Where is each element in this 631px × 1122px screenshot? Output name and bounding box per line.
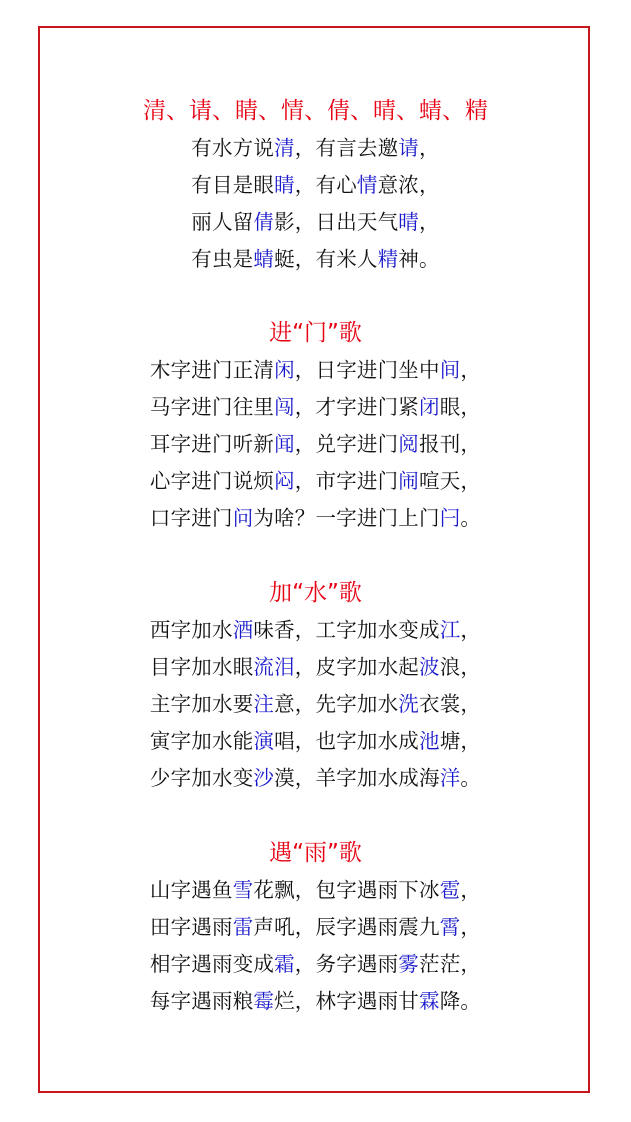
highlighted-character: 演 xyxy=(253,729,275,753)
highlighted-character: 雷 xyxy=(232,915,254,939)
poem-line xyxy=(0,463,631,500)
line-text: ， xyxy=(419,136,440,160)
poem-section xyxy=(0,318,631,537)
highlighted-character: 江 xyxy=(439,618,461,642)
highlighted-character: 注 xyxy=(253,692,275,716)
highlighted-character: 清 xyxy=(274,136,295,160)
line-text: 有水方说 xyxy=(191,136,275,160)
highlighted-character: 睛 xyxy=(274,173,295,197)
line-text: ， xyxy=(460,878,482,902)
line-text: 声吼，辰字遇雨震九 xyxy=(253,915,440,939)
highlighted-character: 霄 xyxy=(439,915,461,939)
highlighted-character: 雹 xyxy=(439,878,461,902)
highlighted-character: 沙 xyxy=(253,766,275,790)
line-text: 。 xyxy=(460,766,482,790)
highlighted-character: 情 xyxy=(356,173,378,197)
highlighted-character: 闲 xyxy=(274,358,295,382)
line-text: 眼， xyxy=(439,395,482,419)
line-text: 味香，工字加水变成 xyxy=(253,618,440,642)
highlighted-character: 流泪 xyxy=(253,655,295,679)
highlighted-character: 酒 xyxy=(232,618,254,642)
line-text: 。 xyxy=(460,506,482,530)
line-text: ，兑字进门 xyxy=(294,432,399,456)
poem-line xyxy=(0,352,631,389)
highlighted-character: 问 xyxy=(232,506,254,530)
line-text: 降。 xyxy=(439,989,482,1013)
line-text: ，才字进门紧 xyxy=(294,395,419,419)
line-text: 木字进门正清 xyxy=(149,358,275,382)
poem-line xyxy=(0,500,631,537)
highlighted-character: 雪 xyxy=(232,878,254,902)
poem-title: 进“门”歌 xyxy=(269,320,362,346)
line-text: 意，先字加水 xyxy=(274,692,399,716)
line-text: ，市字进门 xyxy=(294,469,399,493)
highlighted-character: 精 xyxy=(377,247,399,271)
poem-line xyxy=(0,167,631,204)
poem-line xyxy=(0,686,631,723)
poem-line xyxy=(0,130,631,167)
highlighted-character: 霜 xyxy=(274,952,295,976)
highlighted-character: 阅 xyxy=(398,432,419,456)
highlighted-character: 霉 xyxy=(253,989,275,1013)
line-text: ， xyxy=(460,618,482,642)
highlighted-character: 晴 xyxy=(398,210,419,234)
line-text: 意浓， xyxy=(377,173,440,197)
highlighted-character: 波 xyxy=(419,655,440,679)
line-text: 田字遇雨 xyxy=(149,915,233,939)
poem-section xyxy=(0,838,631,1020)
line-text: 寅字加水能 xyxy=(149,729,254,753)
line-text: 浪， xyxy=(439,655,482,679)
line-text: 主字加水要 xyxy=(149,692,254,716)
line-text: 马字进门往里 xyxy=(149,395,275,419)
highlighted-character: 雾 xyxy=(398,952,419,976)
poem-line xyxy=(0,649,631,686)
highlighted-character: 间 xyxy=(439,358,461,382)
highlighted-character: 闭 xyxy=(419,395,440,419)
poem-line xyxy=(0,426,631,463)
line-text: ，有言去邀 xyxy=(294,136,399,160)
poem-line xyxy=(0,723,631,760)
poem-line xyxy=(0,204,631,241)
poem-title: 遇“雨”歌 xyxy=(269,840,362,866)
poem-line xyxy=(0,872,631,909)
line-text: 茫茫， xyxy=(419,952,482,976)
highlighted-character: 洗 xyxy=(398,692,419,716)
highlighted-character: 闷 xyxy=(274,469,295,493)
highlighted-character: 请 xyxy=(398,136,419,160)
poem-line xyxy=(0,946,631,983)
line-text: 唱，也字加水成 xyxy=(274,729,419,753)
poem-section xyxy=(0,96,631,278)
poem-line xyxy=(0,389,631,426)
highlighted-character: 闻 xyxy=(274,432,295,456)
line-text: 为啥？一字进门上门 xyxy=(253,506,440,530)
highlighted-character: 闹 xyxy=(398,469,419,493)
highlighted-character: 倩 xyxy=(253,210,275,234)
line-text: 丽人留 xyxy=(191,210,254,234)
line-text: ，有心 xyxy=(294,173,357,197)
highlighted-character: 蜻 xyxy=(253,247,275,271)
line-text: 神。 xyxy=(398,247,440,271)
poem-line xyxy=(0,612,631,649)
highlighted-character: 洋 xyxy=(439,766,461,790)
line-text: 漠，羊字加水成海 xyxy=(274,766,440,790)
poem-title: 清、请、睛、情、倩、晴、蜻、精 xyxy=(143,98,488,124)
line-text: 蜓，有米人 xyxy=(274,247,378,271)
poem-line xyxy=(0,909,631,946)
poem-line xyxy=(0,983,631,1020)
line-text: 影，日出天气 xyxy=(274,210,399,234)
highlighted-character: 池 xyxy=(419,729,440,753)
line-text: ， xyxy=(460,358,482,382)
line-text: 有目是眼 xyxy=(191,173,275,197)
highlighted-character: 霖 xyxy=(419,989,440,1013)
line-text: 少字加水变 xyxy=(149,766,254,790)
poem-line xyxy=(0,241,631,278)
line-text: 烂，林字遇雨甘 xyxy=(274,989,419,1013)
line-text: 心字进门说烦 xyxy=(149,469,275,493)
line-text: ， xyxy=(460,915,482,939)
highlighted-character: 闩 xyxy=(439,506,461,530)
line-text: 报刊， xyxy=(419,432,482,456)
line-text: 塘， xyxy=(439,729,482,753)
line-text: 每字遇雨粮 xyxy=(149,989,254,1013)
line-text: 花飘，包字遇雨下冰 xyxy=(253,878,440,902)
poem-section xyxy=(0,578,631,797)
line-text: 口字进门 xyxy=(149,506,233,530)
line-text: 喧天， xyxy=(419,469,482,493)
line-text: ，日字进门坐中 xyxy=(294,358,440,382)
highlighted-character: 闯 xyxy=(274,395,295,419)
line-text: 西字加水 xyxy=(149,618,233,642)
line-text: ， xyxy=(419,210,440,234)
line-text: 衣裳， xyxy=(419,692,482,716)
poem-line xyxy=(0,760,631,797)
line-text: ，务字遇雨 xyxy=(294,952,399,976)
line-text: ，皮字加水起 xyxy=(294,655,419,679)
line-text: 耳字进门听新 xyxy=(149,432,275,456)
line-text: 相字遇雨变成 xyxy=(149,952,275,976)
line-text: 山字遇鱼 xyxy=(149,878,233,902)
line-text: 目字加水眼 xyxy=(149,655,254,679)
poem-title: 加“水”歌 xyxy=(269,580,362,606)
line-text: 有虫是 xyxy=(191,247,254,271)
